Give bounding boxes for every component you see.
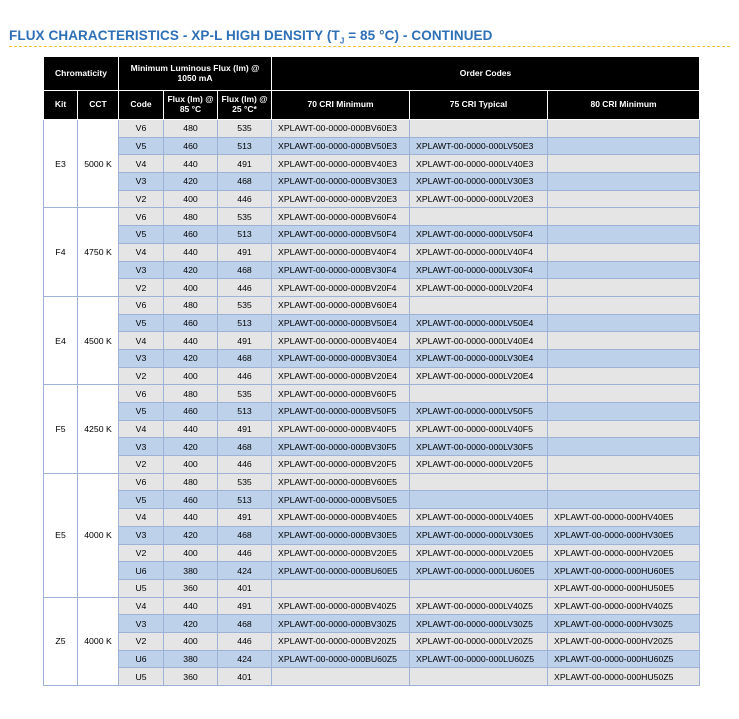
table-row xyxy=(44,173,700,191)
order-70-cri-cell: XPLAWT-00-0000-000BU60E5 xyxy=(272,562,410,580)
order-70-cri-cell: XPLAWT-00-0000-000BV40E3 xyxy=(272,155,410,173)
order-80-cri-cell xyxy=(548,137,700,155)
code-cell: V5 xyxy=(119,226,164,244)
order-70-cri-cell: XPLAWT-00-0000-000BV40F5 xyxy=(272,420,410,438)
order-75-cri-cell: XPLAWT-00-0000-000LV40E4 xyxy=(410,332,548,350)
flux-25-cell: 468 xyxy=(218,615,272,633)
flux-25-cell: 491 xyxy=(218,243,272,261)
flux-85-cell: 380 xyxy=(164,562,218,580)
kit-cell: F4 xyxy=(44,208,78,296)
code-cell: V2 xyxy=(119,456,164,474)
flux-85-cell: 460 xyxy=(164,491,218,509)
flux-85-cell: 400 xyxy=(164,544,218,562)
flux-85-cell: 420 xyxy=(164,615,218,633)
order-70-cri-cell: XPLAWT-00-0000-000BV30E3 xyxy=(272,173,410,191)
code-cell: U5 xyxy=(119,668,164,686)
flux-85-cell: 460 xyxy=(164,314,218,332)
order-75-cri-cell xyxy=(410,296,548,314)
order-70-cri-cell: XPLAWT-00-0000-000BV50E3 xyxy=(272,137,410,155)
order-70-cri-cell: XPLAWT-00-0000-000BV40E4 xyxy=(272,332,410,350)
order-75-cri-cell: XPLAWT-00-0000-000LV20F4 xyxy=(410,279,548,297)
flux-85-cell: 380 xyxy=(164,650,218,668)
table-row xyxy=(44,296,700,314)
code-cell: V3 xyxy=(119,438,164,456)
order-75-cri-cell: XPLAWT-00-0000-000LV30E3 xyxy=(410,173,548,191)
order-75-cri-cell xyxy=(410,385,548,403)
flux-85-cell: 440 xyxy=(164,420,218,438)
table-row xyxy=(44,615,700,633)
flux-25-cell: 513 xyxy=(218,403,272,421)
order-80-cri-cell xyxy=(548,173,700,191)
flux-85-cell: 480 xyxy=(164,473,218,491)
order-75-cri-cell: XPLAWT-00-0000-000LV40E5 xyxy=(410,509,548,527)
flux-85-cell: 440 xyxy=(164,155,218,173)
code-cell: V3 xyxy=(119,261,164,279)
flux-25-cell: 446 xyxy=(218,632,272,650)
order-70-cri-cell: XPLAWT-00-0000-000BV60F4 xyxy=(272,208,410,226)
flux-25-cell: 401 xyxy=(218,668,272,686)
table-row xyxy=(44,544,700,562)
order-75-cri-cell: XPLAWT-00-0000-000LU60E5 xyxy=(410,562,548,580)
table-row xyxy=(44,367,700,385)
header-cct: CCT xyxy=(78,91,119,120)
flux-25-cell: 468 xyxy=(218,526,272,544)
header-80-cri: 80 CRI Minimum xyxy=(548,91,700,120)
flux-85-cell: 420 xyxy=(164,173,218,191)
code-cell: V4 xyxy=(119,243,164,261)
order-70-cri-cell: XPLAWT-00-0000-000BV40Z5 xyxy=(272,597,410,615)
header-flux-25: Flux (lm) @ 25 °C* xyxy=(218,91,272,120)
title-divider xyxy=(9,46,730,47)
order-75-cri-cell: XPLAWT-00-0000-000LV40E3 xyxy=(410,155,548,173)
header-70-cri: 70 CRI Minimum xyxy=(272,91,410,120)
order-80-cri-cell xyxy=(548,261,700,279)
table-row xyxy=(44,226,700,244)
flux-85-cell: 360 xyxy=(164,579,218,597)
order-80-cri-cell xyxy=(548,208,700,226)
code-cell: V2 xyxy=(119,544,164,562)
order-80-cri-cell xyxy=(548,226,700,244)
flux-85-cell: 440 xyxy=(164,509,218,527)
code-cell: U6 xyxy=(119,650,164,668)
order-80-cri-cell xyxy=(548,190,700,208)
kit-cell: F5 xyxy=(44,385,78,473)
code-cell: V4 xyxy=(119,155,164,173)
code-cell: V5 xyxy=(119,314,164,332)
order-70-cri-cell xyxy=(272,668,410,686)
order-80-cri-cell xyxy=(548,279,700,297)
code-cell: V4 xyxy=(119,509,164,527)
order-70-cri-cell: XPLAWT-00-0000-000BV40F4 xyxy=(272,243,410,261)
order-80-cri-cell: XPLAWT-00-0000-000HU60Z5 xyxy=(548,650,700,668)
order-80-cri-cell xyxy=(548,120,700,138)
table-row xyxy=(44,332,700,350)
order-70-cri-cell: XPLAWT-00-0000-000BV30F4 xyxy=(272,261,410,279)
table-row xyxy=(44,473,700,491)
flux-25-cell: 535 xyxy=(218,120,272,138)
order-80-cri-cell xyxy=(548,385,700,403)
flux-25-cell: 468 xyxy=(218,349,272,367)
code-cell: V5 xyxy=(119,137,164,155)
table-row xyxy=(44,597,700,615)
code-cell: V5 xyxy=(119,491,164,509)
order-70-cri-cell: XPLAWT-00-0000-000BV30E4 xyxy=(272,349,410,367)
order-75-cri-cell: XPLAWT-00-0000-000LV20E4 xyxy=(410,367,548,385)
order-70-cri-cell: XPLAWT-00-0000-000BV20Z5 xyxy=(272,632,410,650)
order-75-cri-cell: XPLAWT-00-0000-000LV40F4 xyxy=(410,243,548,261)
order-75-cri-cell: XPLAWT-00-0000-000LU60Z5 xyxy=(410,650,548,668)
flux-25-cell: 491 xyxy=(218,509,272,527)
code-cell: V6 xyxy=(119,473,164,491)
order-70-cri-cell: XPLAWT-00-0000-000BV40E5 xyxy=(272,509,410,527)
code-cell: V4 xyxy=(119,597,164,615)
header-code: Code xyxy=(119,91,164,120)
table-row xyxy=(44,562,700,580)
flux-25-cell: 424 xyxy=(218,650,272,668)
flux-85-cell: 400 xyxy=(164,279,218,297)
order-80-cri-cell xyxy=(548,473,700,491)
kit-cell: E4 xyxy=(44,296,78,384)
order-75-cri-cell: XPLAWT-00-0000-000LV50F4 xyxy=(410,226,548,244)
table-row xyxy=(44,456,700,474)
table-row xyxy=(44,668,700,686)
flux-25-cell: 446 xyxy=(218,544,272,562)
flux-85-cell: 480 xyxy=(164,385,218,403)
flux-85-cell: 480 xyxy=(164,296,218,314)
flux-85-cell: 440 xyxy=(164,597,218,615)
code-cell: V3 xyxy=(119,615,164,633)
order-75-cri-cell: XPLAWT-00-0000-000LV20F5 xyxy=(410,456,548,474)
order-70-cri-cell: XPLAWT-00-0000-000BV20F4 xyxy=(272,279,410,297)
header-row-top xyxy=(44,57,700,91)
flux-85-cell: 420 xyxy=(164,526,218,544)
order-80-cri-cell: XPLAWT-00-0000-000HU50Z5 xyxy=(548,668,700,686)
flux-85-cell: 480 xyxy=(164,120,218,138)
flux-85-cell: 420 xyxy=(164,349,218,367)
order-80-cri-cell xyxy=(548,314,700,332)
order-70-cri-cell: XPLAWT-00-0000-000BV20E5 xyxy=(272,544,410,562)
flux-25-cell: 491 xyxy=(218,155,272,173)
order-75-cri-cell: XPLAWT-00-0000-000LV50F5 xyxy=(410,403,548,421)
order-80-cri-cell xyxy=(548,403,700,421)
order-75-cri-cell: XPLAWT-00-0000-000LV30F5 xyxy=(410,438,548,456)
header-min-flux: Minimum Luminous Flux (lm) @ 1050 mA xyxy=(119,57,272,91)
flux-25-cell: 446 xyxy=(218,190,272,208)
code-cell: V2 xyxy=(119,367,164,385)
table-row xyxy=(44,420,700,438)
flux-85-cell: 460 xyxy=(164,226,218,244)
page-title xyxy=(9,28,493,46)
flux-25-cell: 535 xyxy=(218,473,272,491)
code-cell: V3 xyxy=(119,349,164,367)
cct-cell: 4750 K xyxy=(78,208,119,296)
order-70-cri-cell: XPLAWT-00-0000-000BV60E5 xyxy=(272,473,410,491)
order-70-cri-cell: XPLAWT-00-0000-000BV30F5 xyxy=(272,438,410,456)
flux-25-cell: 401 xyxy=(218,579,272,597)
flux-table-body xyxy=(44,120,700,686)
table-row xyxy=(44,509,700,527)
order-75-cri-cell xyxy=(410,491,548,509)
table-row xyxy=(44,632,700,650)
order-70-cri-cell: XPLAWT-00-0000-000BV50F4 xyxy=(272,226,410,244)
cct-cell: 4000 K xyxy=(78,597,119,685)
table-row xyxy=(44,120,700,138)
order-70-cri-cell: XPLAWT-00-0000-000BV50E5 xyxy=(272,491,410,509)
flux-25-cell: 491 xyxy=(218,420,272,438)
kit-cell: Z5 xyxy=(44,597,78,685)
header-kit: Kit xyxy=(44,91,78,120)
table-row xyxy=(44,526,700,544)
flux-25-cell: 491 xyxy=(218,332,272,350)
code-cell: V6 xyxy=(119,208,164,226)
code-cell: V6 xyxy=(119,296,164,314)
flux-25-cell: 513 xyxy=(218,491,272,509)
order-80-cri-cell xyxy=(548,243,700,261)
flux-25-cell: 491 xyxy=(218,597,272,615)
order-75-cri-cell: XPLAWT-00-0000-000LV40Z5 xyxy=(410,597,548,615)
order-80-cri-cell: XPLAWT-00-0000-000HV20Z5 xyxy=(548,632,700,650)
cct-cell: 5000 K xyxy=(78,120,119,208)
order-75-cri-cell: XPLAWT-00-0000-000LV30F4 xyxy=(410,261,548,279)
code-cell: V2 xyxy=(119,190,164,208)
order-75-cri-cell: XPLAWT-00-0000-000LV30Z5 xyxy=(410,615,548,633)
title-subscript: J xyxy=(339,36,345,46)
flux-85-cell: 480 xyxy=(164,208,218,226)
flux-table xyxy=(43,56,700,686)
flux-25-cell: 446 xyxy=(218,279,272,297)
order-80-cri-cell xyxy=(548,438,700,456)
header-order-codes: Order Codes xyxy=(272,57,700,91)
order-75-cri-cell: XPLAWT-00-0000-000LV50E4 xyxy=(410,314,548,332)
kit-cell: E3 xyxy=(44,120,78,208)
table-row xyxy=(44,314,700,332)
flux-25-cell: 513 xyxy=(218,226,272,244)
table-row xyxy=(44,279,700,297)
order-75-cri-cell: XPLAWT-00-0000-000LV40F5 xyxy=(410,420,548,438)
table-row xyxy=(44,579,700,597)
order-70-cri-cell: XPLAWT-00-0000-000BV50E4 xyxy=(272,314,410,332)
code-cell: V6 xyxy=(119,385,164,403)
order-80-cri-cell: XPLAWT-00-0000-000HU60E5 xyxy=(548,562,700,580)
order-70-cri-cell xyxy=(272,579,410,597)
order-75-cri-cell xyxy=(410,208,548,226)
flux-25-cell: 446 xyxy=(218,456,272,474)
table-row xyxy=(44,190,700,208)
header-flux-85: Flux (lm) @ 85 °C xyxy=(164,91,218,120)
flux-85-cell: 400 xyxy=(164,190,218,208)
order-75-cri-cell xyxy=(410,120,548,138)
title-prefix: FLUX CHARACTERISTICS - XP-L HIGH DENSITY (T xyxy=(9,28,340,43)
code-cell: V5 xyxy=(119,403,164,421)
order-80-cri-cell: XPLAWT-00-0000-000HU50E5 xyxy=(548,579,700,597)
flux-85-cell: 420 xyxy=(164,438,218,456)
order-80-cri-cell xyxy=(548,367,700,385)
code-cell: U5 xyxy=(119,579,164,597)
order-70-cri-cell: XPLAWT-00-0000-000BV30E5 xyxy=(272,526,410,544)
code-cell: V2 xyxy=(119,632,164,650)
table-row xyxy=(44,438,700,456)
order-75-cri-cell xyxy=(410,579,548,597)
order-70-cri-cell: XPLAWT-00-0000-000BV60E4 xyxy=(272,296,410,314)
code-cell: U6 xyxy=(119,562,164,580)
order-70-cri-cell: XPLAWT-00-0000-000BV20E4 xyxy=(272,367,410,385)
order-75-cri-cell: XPLAWT-00-0000-000LV30E5 xyxy=(410,526,548,544)
code-cell: V4 xyxy=(119,420,164,438)
order-80-cri-cell xyxy=(548,420,700,438)
order-80-cri-cell xyxy=(548,155,700,173)
order-80-cri-cell xyxy=(548,456,700,474)
flux-25-cell: 468 xyxy=(218,438,272,456)
code-cell: V6 xyxy=(119,120,164,138)
flux-85-cell: 400 xyxy=(164,456,218,474)
header-chromaticity: Chromaticity xyxy=(44,57,119,91)
order-70-cri-cell: XPLAWT-00-0000-000BV20F5 xyxy=(272,456,410,474)
order-75-cri-cell: XPLAWT-00-0000-000LV20Z5 xyxy=(410,632,548,650)
table-row xyxy=(44,349,700,367)
code-cell: V2 xyxy=(119,279,164,297)
cct-cell: 4250 K xyxy=(78,385,119,473)
flux-25-cell: 446 xyxy=(218,367,272,385)
header-row-bottom xyxy=(44,91,700,120)
flux-85-cell: 460 xyxy=(164,137,218,155)
code-cell: V3 xyxy=(119,173,164,191)
cct-cell: 4000 K xyxy=(78,473,119,597)
code-cell: V4 xyxy=(119,332,164,350)
order-80-cri-cell: XPLAWT-00-0000-000HV20E5 xyxy=(548,544,700,562)
order-70-cri-cell: XPLAWT-00-0000-000BV60F5 xyxy=(272,385,410,403)
order-80-cri-cell xyxy=(548,332,700,350)
flux-85-cell: 420 xyxy=(164,261,218,279)
flux-85-cell: 440 xyxy=(164,243,218,261)
table-row xyxy=(44,155,700,173)
order-75-cri-cell: XPLAWT-00-0000-000LV50E3 xyxy=(410,137,548,155)
flux-25-cell: 468 xyxy=(218,261,272,279)
order-80-cri-cell xyxy=(548,349,700,367)
table-row xyxy=(44,650,700,668)
flux-85-cell: 360 xyxy=(164,668,218,686)
flux-85-cell: 440 xyxy=(164,332,218,350)
order-80-cri-cell: XPLAWT-00-0000-000HV40E5 xyxy=(548,509,700,527)
flux-85-cell: 400 xyxy=(164,367,218,385)
order-75-cri-cell: XPLAWT-00-0000-000LV30E4 xyxy=(410,349,548,367)
order-70-cri-cell: XPLAWT-00-0000-000BU60Z5 xyxy=(272,650,410,668)
table-row xyxy=(44,403,700,421)
order-75-cri-cell xyxy=(410,668,548,686)
order-70-cri-cell: XPLAWT-00-0000-000BV60E3 xyxy=(272,120,410,138)
flux-25-cell: 513 xyxy=(218,137,272,155)
table-row xyxy=(44,243,700,261)
flux-85-cell: 460 xyxy=(164,403,218,421)
order-80-cri-cell: XPLAWT-00-0000-000HV30Z5 xyxy=(548,615,700,633)
flux-85-cell: 400 xyxy=(164,632,218,650)
kit-cell: E5 xyxy=(44,473,78,597)
flux-25-cell: 513 xyxy=(218,314,272,332)
cct-cell: 4500 K xyxy=(78,296,119,384)
flux-25-cell: 535 xyxy=(218,296,272,314)
flux-25-cell: 468 xyxy=(218,173,272,191)
order-75-cri-cell: XPLAWT-00-0000-000LV20E5 xyxy=(410,544,548,562)
flux-25-cell: 535 xyxy=(218,385,272,403)
table-row xyxy=(44,137,700,155)
flux-25-cell: 424 xyxy=(218,562,272,580)
order-70-cri-cell: XPLAWT-00-0000-000BV30Z5 xyxy=(272,615,410,633)
order-75-cri-cell xyxy=(410,473,548,491)
code-cell: V3 xyxy=(119,526,164,544)
order-70-cri-cell: XPLAWT-00-0000-000BV20E3 xyxy=(272,190,410,208)
order-75-cri-cell: XPLAWT-00-0000-000LV20E3 xyxy=(410,190,548,208)
table-row xyxy=(44,261,700,279)
order-80-cri-cell: XPLAWT-00-0000-000HV40Z5 xyxy=(548,597,700,615)
table-row xyxy=(44,491,700,509)
table-row xyxy=(44,385,700,403)
table-row xyxy=(44,208,700,226)
title-suffix: = 85 °C) - CONTINUED xyxy=(344,28,493,43)
header-75-cri: 75 CRI Typical xyxy=(410,91,548,120)
order-70-cri-cell: XPLAWT-00-0000-000BV50F5 xyxy=(272,403,410,421)
flux-25-cell: 535 xyxy=(218,208,272,226)
order-80-cri-cell xyxy=(548,491,700,509)
order-80-cri-cell: XPLAWT-00-0000-000HV30E5 xyxy=(548,526,700,544)
order-80-cri-cell xyxy=(548,296,700,314)
